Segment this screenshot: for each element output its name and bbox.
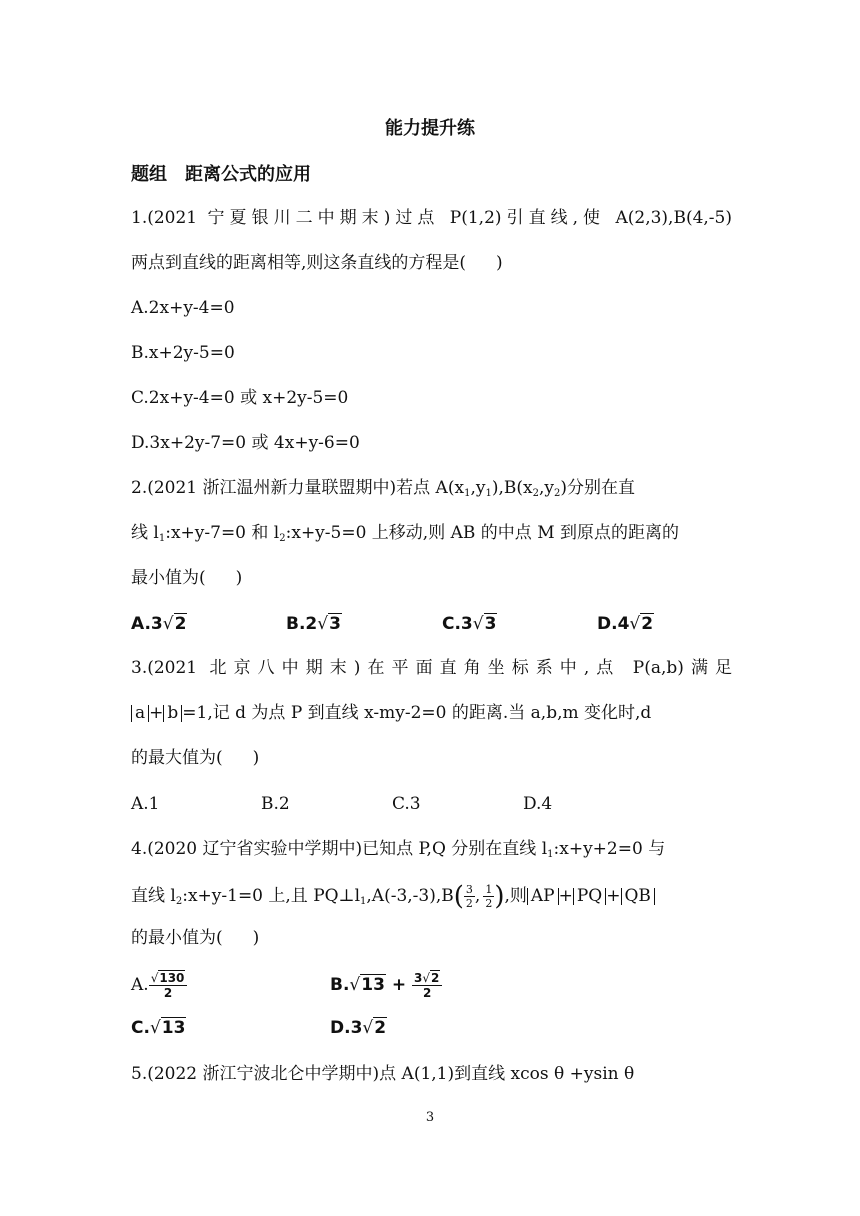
q2-option-b: B.2√3: [286, 614, 341, 634]
section-name: 距离公式的应用: [185, 164, 311, 185]
q3-stem-line3: 的最大值为( ): [131, 748, 260, 768]
q1-close-paren: ): [496, 253, 503, 273]
q3-option-b: B.2: [261, 794, 290, 814]
q1-option-c: C.2x+y-4=0 或 x+2y-5=0: [131, 388, 349, 408]
q2-stem-line1: 2.(2021 浙江温州新力量联盟期中)若点 $A(x_1,y_1),B(x_2,y_2)$分别在直: [131, 478, 635, 499]
q3-option-c: C.3: [392, 794, 421, 814]
q4-stem-line3: 的最小值为( ): [131, 928, 260, 948]
q2-option-c: C.3√3: [442, 614, 497, 634]
q1-option-b: B.x+2y-5=0: [131, 343, 235, 363]
section-label: 题组: [131, 164, 167, 185]
q2-stem-line3: 最小值为( ): [131, 568, 243, 588]
q2-option-d: D.4√2: [597, 614, 654, 634]
q4-option-a: A. $\frac{√130}{2}$: [131, 968, 187, 1002]
section-heading: [131, 160, 311, 186]
page-title: 能力提升练: [385, 118, 475, 139]
q2-option-a: A.3√2: [131, 614, 187, 634]
q1-stem-line1: 1.(2021 宁夏银川二中期末)过点 P(1,2)引直线,使 A(2,3),B(4,-5): [131, 208, 732, 228]
q3-option-a: A.1: [131, 794, 160, 814]
q2-stem-line2: 线 $l_1:x+y-7=0$ 和 $l_2:x+y-5=0$ 上移动,则 AB 的中点 M 到原点的距离的: [131, 523, 680, 544]
q1-option-d: D.3x+2y-7=0 或 4x+y-6=0: [131, 433, 360, 453]
q4-stem-line1: 4.(2020 辽宁省实验中学期中)已知点 P,Q 分别在直线 $l_1:x+y+2=0$ 与: [131, 839, 666, 860]
q1-option-a: A.2x+y-4=0: [131, 298, 235, 318]
q4-option-c: C.√13: [131, 1018, 186, 1038]
q4-option-b: B.√13 + $\frac{3√2}{2}$: [330, 968, 442, 1002]
q3-option-d: D.4: [523, 794, 553, 814]
q3-stem-line2: a + b =1,记 d 为点 P 到直线 x-my-2=0 的距离.当 a,b,m 变化时,d: [131, 700, 732, 726]
q1-stem-line2: [131, 250, 732, 276]
page-number: 3: [425, 1110, 435, 1125]
q4-stem-line2: 直线 $l_2:x+y-1=0$ 上,且 $PQ\perp l_1,A(-3,-3),B$( $\frac{3}{2}$ , $\frac{1}{2}$ ),则 AP + PQ + QB: [131, 879, 732, 919]
q4-option-d: D.3√2: [330, 1018, 387, 1038]
q1-stem-text: 两点到直线的距离相等,则这条直线的方程是(: [131, 253, 467, 273]
q5-stem-line1: 5.(2022 浙江宁波北仑中学期中)点 A(1,1)到直线 xcos θ +ysin θ: [131, 1064, 635, 1084]
q3-stem-line1: 3.(2021 北京八中期末)在平面直角坐标系中,点 P(a,b)满足: [131, 658, 732, 678]
